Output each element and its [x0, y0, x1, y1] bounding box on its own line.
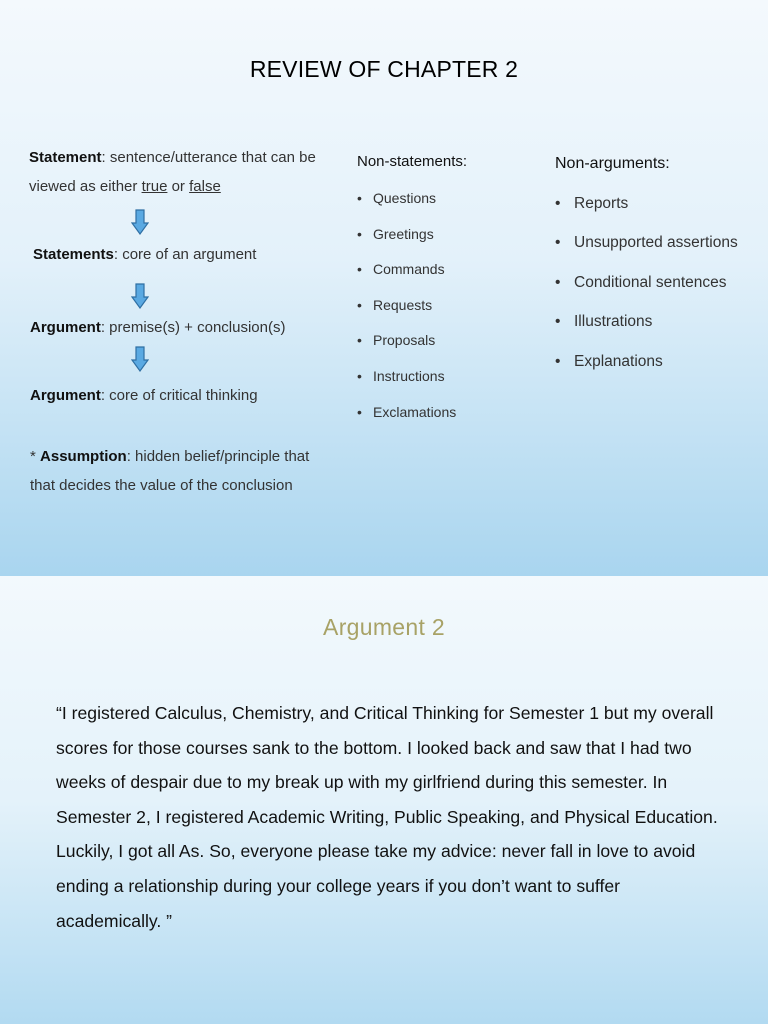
- statements-definition: [33, 240, 333, 269]
- assumption-definition: [30, 442, 335, 500]
- list-item: • Requests: [357, 295, 537, 331]
- down-arrow-icon: [131, 283, 149, 309]
- non-arguments-title: Non-arguments:: [555, 155, 670, 172]
- non-statements-title: Non-statements:: [357, 153, 468, 170]
- argument-critical-definition: [30, 381, 340, 410]
- list-item: • Instructions: [357, 366, 537, 402]
- list-item: • Questions: [357, 188, 537, 224]
- list-item: • Explanations: [555, 352, 760, 391]
- true-word: true: [141, 178, 168, 195]
- down-arrow-icon: [131, 209, 149, 235]
- false-word: false: [189, 178, 221, 195]
- slide-title: REVIEW OF CHAPTER 2: [249, 56, 519, 82]
- list-item: • Conditional sentences: [555, 273, 760, 312]
- argument-term: Argument: [30, 319, 101, 336]
- argument-term: Argument: [30, 387, 101, 404]
- list-item: • Commands: [357, 259, 537, 295]
- list-item: • Proposals: [357, 330, 537, 366]
- assumption-def-text: : hidden belief/principle that that decides the value of the conclusion: [30, 448, 310, 494]
- statement-def-text: : sentence/utterance that can be viewed as either: [29, 149, 316, 195]
- statements-term: Statements: [33, 246, 114, 263]
- argument-quote: “I registered Calculus, Chemistry, and Critical Thinking for Semester 1 but my overall scores for those courses sank to the bottom. I looked back and saw that I had two weeks of despair due to my break up with my girlfriend during this semester. In Semester 2, I registered Academic Writing, Public Speaking, and Physical Education. Luckily, I got all As. So, everyone please take my advice: never fall in love to avoid ending a relationship during your college years if you don’t want to suffer academically. ”: [56, 703, 718, 931]
- non-statements-list: [357, 188, 537, 437]
- down-arrow-icon: [131, 346, 149, 372]
- non-arguments-list: [555, 194, 760, 391]
- list-item: • Reports: [555, 194, 760, 233]
- list-item: • Illustrations: [555, 312, 760, 351]
- slide-title: Argument 2: [323, 614, 445, 640]
- list-item: • Unsupported assertions: [555, 233, 760, 272]
- argument-def-text: : core of critical thinking: [100, 387, 258, 404]
- statements-def-text: : core of an argument: [113, 246, 257, 263]
- or-word: or: [167, 178, 190, 195]
- argument-premise-definition: [30, 313, 340, 342]
- list-item: • Greetings: [357, 224, 537, 260]
- assumption-term: Assumption: [40, 448, 127, 465]
- argument-def-text: : premise(s) + conclusion(s): [100, 319, 286, 336]
- asterisk: *: [30, 448, 41, 465]
- statement-term: Statement: [29, 149, 102, 166]
- statement-definition: [29, 143, 329, 201]
- list-item: • Exclamations: [357, 402, 537, 438]
